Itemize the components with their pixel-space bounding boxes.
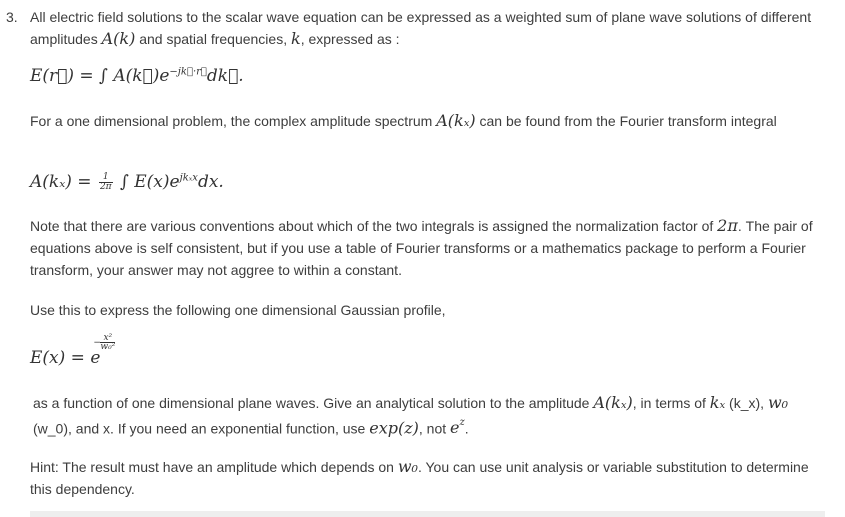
- p5-text-b: , in terms of: [632, 395, 710, 411]
- p2-text-b: can be found from the Fourier transform integral: [475, 113, 777, 129]
- gaussian-intro-paragraph: [30, 299, 825, 321]
- answer-area-divider: [30, 511, 825, 517]
- intro-text-a: All electric field solutions to the scalar wave equation can be expressed as a weighted sum of plane wave solutions of different amplitudes: [30, 9, 812, 47]
- task-e-symbol: [450, 418, 465, 437]
- intro-text-b: and spatial frequencies,: [135, 31, 291, 47]
- eq2-rhs: dx.: [197, 172, 224, 192]
- task-exp-symbol: exp(z): [369, 418, 419, 438]
- two-pi-symbol: 2π: [717, 216, 738, 235]
- hint-paragraph: [30, 456, 825, 500]
- eq3-exponent-sign: −: [93, 338, 101, 348]
- task-paragraph: [33, 392, 828, 439]
- eq3-exponent-numerator: x²: [100, 334, 115, 343]
- eq2-lhs: A(kₓ) =: [30, 172, 97, 192]
- p5-text-d: (w_0), and x. If you need an exponential function, use: [33, 420, 370, 437]
- p6-text-a: Hint: The result must have an amplitude which depends on: [30, 459, 398, 475]
- eq2-fraction-numerator: 1: [99, 173, 113, 183]
- eq3-exponent-denominator: w₀²: [100, 342, 116, 352]
- eq1-lhs: E(r⃗) = ∫ A(k⃗)e: [30, 66, 170, 86]
- intro-text-c: , expressed as :: [300, 31, 400, 47]
- task-kx-symbol: kₓ: [709, 393, 726, 412]
- p5-text-f: .: [464, 420, 469, 437]
- normalization-note-paragraph: [30, 215, 825, 281]
- eq3-lhs: E(x) = e: [30, 348, 101, 368]
- eq3-exponent: [93, 333, 116, 352]
- p3-text-b: . The pair of equations above is self consistent, but if you use a table of Fourier transforms or a mathematics package to perform a Fourier transform, your answer may not aggree to within a constant.: [30, 218, 813, 278]
- equation-fourier-transform: [30, 172, 224, 192]
- hint-w0-symbol: w₀: [397, 457, 418, 476]
- equation-plane-wave-sum: [30, 66, 244, 86]
- p5-text-e: , not: [418, 420, 451, 437]
- amplitude-kx-symbol: A(kₓ): [436, 111, 476, 130]
- eq2-exponent: jkₓx: [179, 172, 198, 184]
- task-e-superscript: z: [459, 417, 465, 428]
- task-w0-symbol: w₀: [767, 393, 789, 412]
- intro-paragraph: [30, 6, 825, 50]
- p3-text-a: Note that there are various conventions about which of the two integrals is assigned the normalization factor of: [30, 218, 718, 234]
- p2-text-a: For a one dimensional problem, the complex amplitude spectrum: [30, 113, 437, 129]
- task-amplitude-symbol: A(kₓ): [593, 393, 633, 412]
- eq2-mid: ∫ E(x)e: [114, 172, 180, 192]
- p6-text-b: . You can use unit analysis or variable substitution to determine this dependency.: [30, 459, 809, 497]
- eq1-rhs: dk⃗.: [206, 66, 244, 86]
- task-e-base: e: [450, 418, 460, 438]
- eq1-exponent: −jk⃗·r⃗: [169, 66, 207, 78]
- question-number: 3.: [6, 9, 18, 25]
- equation-gaussian-profile: [30, 333, 116, 368]
- p4-text: Use this to express the following one dimensional Gaussian profile,: [30, 302, 446, 318]
- eq2-fraction-denominator: 2π: [99, 182, 112, 192]
- amplitude-symbol: A(k): [101, 29, 136, 48]
- p5-text-c: (k_x),: [725, 395, 768, 411]
- k-symbol: k: [290, 29, 301, 48]
- p5-text-a: as a function of one dimensional plane waves. Give an analytical solution to the amplitude: [33, 395, 594, 411]
- one-dimensional-paragraph: [30, 110, 825, 132]
- eq2-fraction: [99, 173, 113, 192]
